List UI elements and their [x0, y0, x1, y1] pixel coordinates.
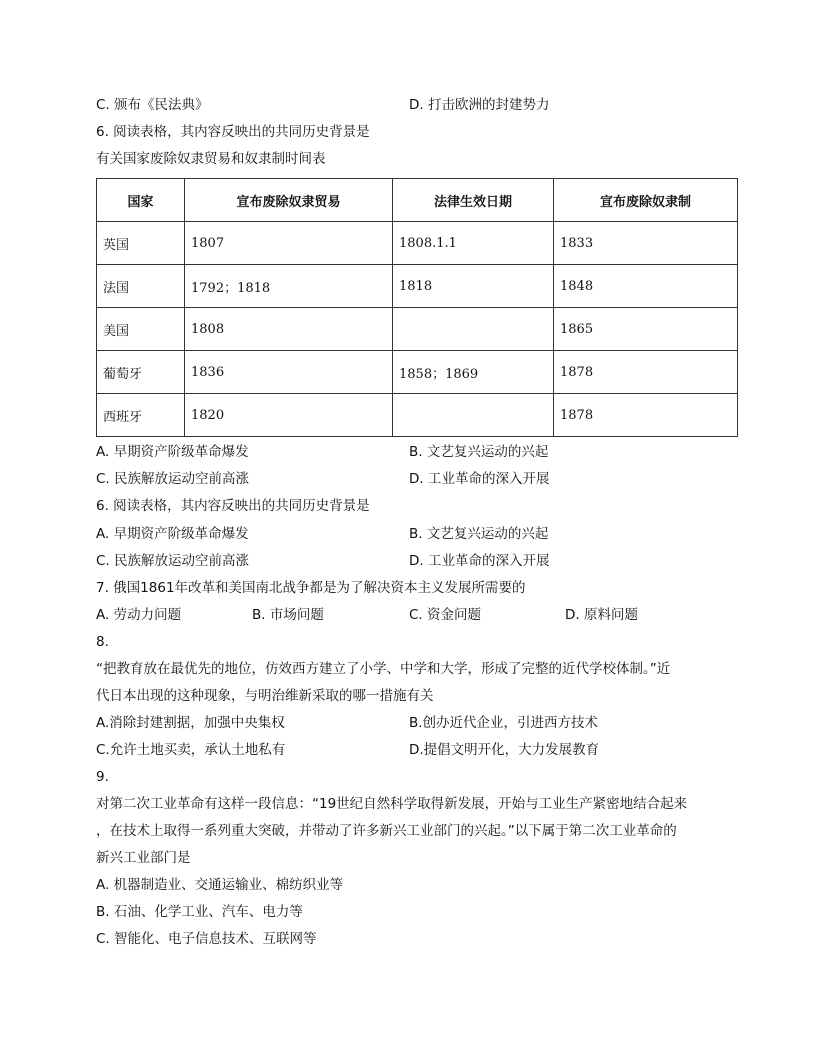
cell-law: [393, 394, 554, 437]
cell-slavery: 1848: [554, 265, 738, 308]
table-header-row: [97, 179, 738, 222]
cell-law: [393, 308, 554, 351]
q9-option-b: B. 石油、化学工业、汽车、电力等: [96, 904, 303, 920]
cell-slavery: 1878: [554, 351, 738, 394]
q6r-option-b: B. 文艺复兴运动的兴起: [409, 526, 549, 542]
question-9-line2: ，在技术上取得一系列重大突破，并带动了许多新兴工业部门的兴起。”以下属于第二次工业革命的: [96, 823, 677, 839]
option-d: D. 打击欧洲的封建势力: [409, 97, 550, 113]
question-9-line1: 对第二次工业革命有这样一段信息：“19世纪自然科学取得新发展，开始与工业生产紧密地结合起来: [96, 796, 688, 812]
cell-trade: 1792；1818: [185, 265, 393, 308]
q6r-option-a: A. 早期资产阶级革命爆发: [96, 526, 249, 542]
header-law-effective: 法律生效日期: [393, 179, 554, 222]
q9-option-a: A. 机器制造业、交通运输业、棉纺织业等: [96, 877, 344, 893]
cell-trade: 1807: [185, 222, 393, 265]
q6-option-d: D. 工业革命的深入开展: [409, 471, 550, 487]
question-6-repeat-stem: 6. 阅读表格，其内容反映出的共同历史背景是: [96, 498, 370, 514]
cell-country: 西班牙: [97, 394, 185, 437]
cell-trade: 1808: [185, 308, 393, 351]
cell-country: 法国: [97, 265, 185, 308]
table-row: [97, 222, 738, 265]
table-title: 有关国家废除奴隶贸易和奴隶制时间表: [96, 151, 326, 167]
cell-trade: 1820: [185, 394, 393, 437]
table-row: [97, 351, 738, 394]
question-6-stem: 6. 阅读表格，其内容反映出的共同历史背景是: [96, 124, 370, 140]
q9-option-c: C. 智能化、电子信息技术、互联网等: [96, 931, 317, 947]
q8-option-c: C.允许土地买卖，承认土地私有: [96, 742, 286, 758]
header-country: 国家: [97, 179, 185, 222]
cell-country: 英国: [97, 222, 185, 265]
q6r-option-c: C. 民族解放运动空前高涨: [96, 553, 250, 569]
question-9-line3: 新兴工业部门是: [96, 850, 191, 866]
header-trade-abolition: 宣布废除奴隶贸易: [185, 179, 393, 222]
q8-option-d: D.提倡文明开化，大力发展教育: [409, 742, 600, 758]
question-8-number: 8.: [96, 634, 109, 650]
question-8-line1: “把教育放在最优先的地位，仿效西方建立了小学、中学和大学，形成了完整的近代学校体制。”近: [96, 661, 671, 677]
table-row: [97, 265, 738, 308]
cell-slavery: 1833: [554, 222, 738, 265]
q7-option-d: D. 原料问题: [565, 607, 638, 623]
q7-option-a: A. 劳动力问题: [96, 607, 182, 623]
question-9-number: 9.: [96, 769, 109, 785]
q8-option-b: B.创办近代企业，引进西方技术: [409, 715, 599, 731]
table-row: [97, 308, 738, 351]
cell-law: 1818: [393, 265, 554, 308]
table-row: [97, 394, 738, 437]
header-slavery-abolition: 宣布废除奴隶制: [554, 179, 738, 222]
cell-country: 美国: [97, 308, 185, 351]
cell-trade: 1836: [185, 351, 393, 394]
q6-option-b: B. 文艺复兴运动的兴起: [409, 444, 549, 460]
question-8-line2: 代日本出现的这种现象，与明治维新采取的哪一措施有关: [96, 688, 434, 704]
q8-option-a: A.消除封建割据，加强中央集权: [96, 715, 285, 731]
cell-slavery: 1865: [554, 308, 738, 351]
cell-slavery: 1878: [554, 394, 738, 437]
question-7-stem: 7. 俄国1861年改革和美国南北战争都是为了解决资本主义发展所需要的: [96, 580, 526, 596]
q6-option-a: A. 早期资产阶级革命爆发: [96, 444, 249, 460]
q7-option-b: B. 市场问题: [252, 607, 324, 623]
q7-option-c: C. 资金问题: [409, 607, 482, 623]
cell-law: 1808.1.1: [393, 222, 554, 265]
option-c: C. 颁布《民法典》: [96, 97, 209, 113]
q6r-option-d: D. 工业革命的深入开展: [409, 553, 550, 569]
q6-option-c: C. 民族解放运动空前高涨: [96, 471, 250, 487]
slavery-abolition-table: [96, 178, 738, 437]
cell-country: 葡萄牙: [97, 351, 185, 394]
cell-law: 1858；1869: [393, 351, 554, 394]
